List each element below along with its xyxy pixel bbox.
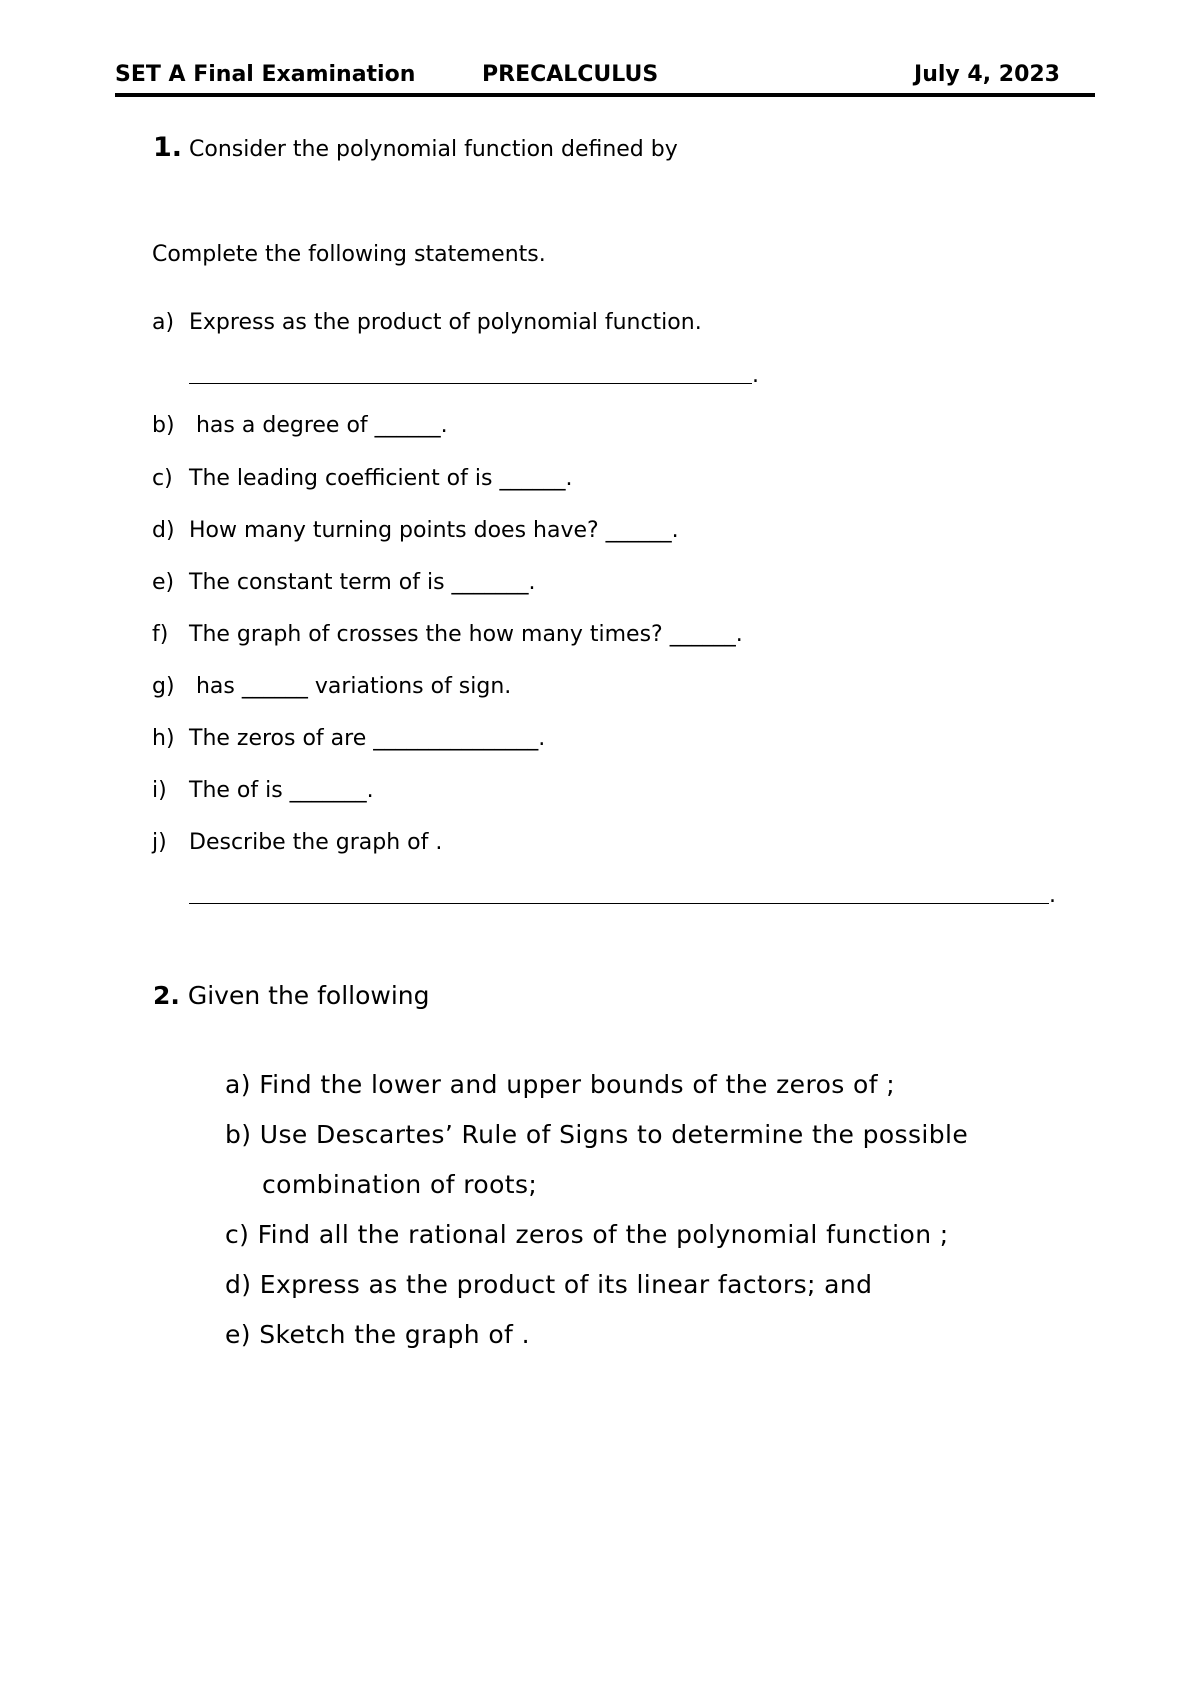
item-text: How many turning points does have? ______.	[189, 518, 679, 543]
question-2-prompt	[153, 981, 430, 1010]
item-label: i)	[152, 778, 167, 803]
question-1-item-f	[152, 622, 743, 647]
item-text: has a degree of ______.	[189, 413, 448, 438]
item-label: g)	[152, 674, 175, 699]
question-1-item-d	[152, 518, 679, 543]
item-text: Describe the graph of .	[189, 830, 443, 855]
item-text: The of is _______.	[189, 778, 374, 803]
item-label: c)	[152, 466, 173, 491]
item-label: e)	[152, 570, 175, 595]
question-2-item-c: c) Find all the rational zeros of the polynomial function ;	[225, 1220, 949, 1249]
question-2-text: Given the following	[187, 981, 430, 1010]
question-1-number: 1.	[153, 132, 183, 163]
subject-title: PRECALCULUS	[482, 62, 659, 87]
exam-date: July 4, 2023	[914, 62, 1060, 87]
item-label: f)	[152, 622, 169, 647]
page-header	[115, 58, 1095, 94]
item-label: h)	[152, 726, 175, 751]
question-1-instruction: Complete the following statements.	[152, 242, 546, 267]
item-text: The graph of crosses the how many times? ______.	[189, 622, 743, 647]
answer-line-j[interactable]	[189, 903, 1049, 904]
question-1-item-i	[152, 778, 374, 803]
question-1-item-e	[152, 570, 536, 595]
item-label: j)	[152, 830, 167, 855]
item-text: The leading coefficient of is ______.	[189, 466, 573, 491]
item-label: a)	[152, 310, 175, 335]
answer-line-a[interactable]	[189, 383, 752, 384]
question-2-item-d: d) Express as the product of its linear factors; and	[225, 1270, 873, 1299]
answer-line-j-period: .	[1049, 883, 1056, 908]
question-2-number: 2.	[153, 981, 180, 1010]
item-text: Express as the product of polynomial function.	[189, 310, 702, 335]
exam-set-title: SET A Final Examination	[115, 62, 416, 87]
item-text: The zeros of are _______________.	[189, 726, 546, 751]
item-text: The constant term of is _______.	[189, 570, 536, 595]
question-1-prompt	[153, 132, 678, 163]
question-2-item-b-continued: combination of roots;	[262, 1170, 538, 1199]
answer-line-a-period: .	[752, 363, 759, 388]
header-divider	[115, 93, 1095, 97]
question-1-item-g	[152, 674, 511, 699]
question-1-item-a	[152, 310, 702, 335]
question-1-item-c	[152, 466, 572, 491]
item-text: has ______ variations of sign.	[189, 674, 512, 699]
item-label: d)	[152, 518, 175, 543]
question-2-item-b: b) Use Descartes’ Rule of Signs to determine the possible	[225, 1120, 969, 1149]
question-2-item-a: a) Find the lower and upper bounds of the zeros of ;	[225, 1070, 896, 1099]
item-label: b)	[152, 413, 175, 438]
question-1-item-j	[152, 830, 442, 855]
question-2-item-e: e) Sketch the graph of .	[225, 1320, 530, 1349]
question-1-text: Consider the polynomial function defined by	[189, 137, 678, 162]
question-1-item-b	[152, 413, 448, 438]
question-1-item-h	[152, 726, 545, 751]
